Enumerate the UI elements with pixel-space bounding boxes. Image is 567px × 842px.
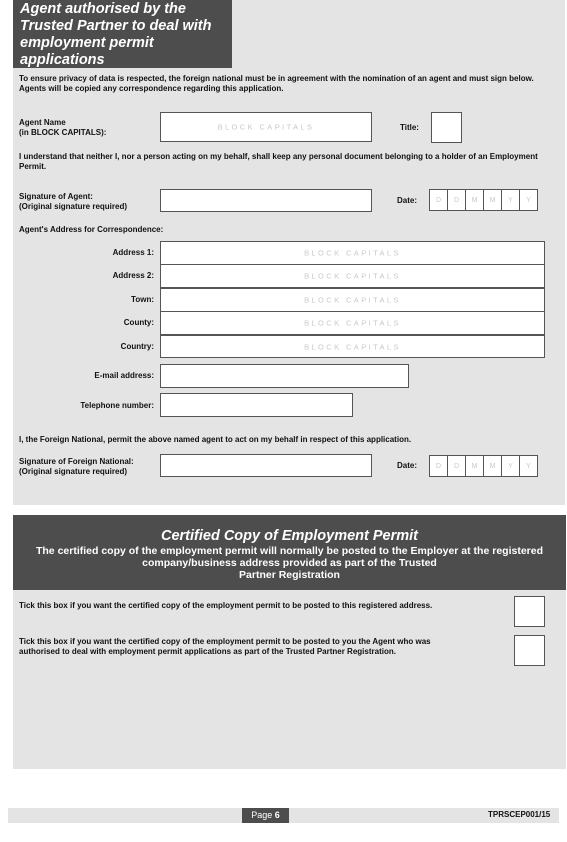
tick2-text-line1: Tick this box if you want the certified copy of the employment permit to be posted to you the Agent who was	[19, 637, 431, 646]
address1-placeholder: BLOCK CAPITALS	[304, 248, 401, 258]
country-label: Country:	[120, 342, 154, 351]
fn-date-box-y2[interactable]: Y	[519, 455, 538, 477]
certified-subtitle-line2: company/business address provided as part of the Trusted	[142, 557, 437, 569]
date-box-y2[interactable]: Y	[519, 189, 538, 211]
sig-fn-label	[19, 457, 134, 477]
town-label: Town:	[131, 295, 154, 304]
page-label: Page	[251, 810, 273, 820]
certified-subtitle-line3: Partner Registration	[239, 569, 340, 581]
address2-label: Address 2:	[112, 271, 154, 280]
country-field[interactable]	[160, 335, 545, 358]
email-field[interactable]	[160, 364, 409, 388]
county-placeholder: BLOCK CAPITALS	[304, 318, 401, 328]
fn-date-box-d1[interactable]: D	[429, 455, 448, 477]
certified-subtitle-line1: The certified copy of the employment permit will normally be posted to the Employer at the registered	[35, 545, 543, 557]
phone-label: Telephone number:	[80, 401, 154, 410]
intro-text: To ensure privacy of data is respected, the foreign national must be in agreement with the nomination of an agent and must sign below. Agents will be copied any correspondence regarding this application.	[19, 74, 534, 93]
fn-date-box-d2[interactable]: D	[447, 455, 466, 477]
sig-agent-field[interactable]	[160, 189, 372, 212]
email-label: E-mail address:	[94, 371, 154, 380]
sig-agent-label-line2: (Original signature required)	[19, 202, 128, 211]
address2-placeholder: BLOCK CAPITALS	[304, 271, 401, 281]
sig-fn-field[interactable]	[160, 454, 372, 477]
fn-date-box-m1[interactable]: M	[465, 455, 484, 477]
understand-text: I understand that neither I, nor a person acting on my behalf, shall keep any personal document belonging to a holder of an Employment Permit.	[19, 152, 538, 171]
county-label: County:	[123, 318, 154, 327]
certified-section-title: Certified Copy of Employment Permit	[160, 528, 418, 544]
agent-date-field[interactable]	[429, 189, 537, 211]
sig-fn-label-line2: (Original signature required)	[19, 467, 128, 476]
sig-agent-label	[19, 192, 127, 212]
page-number-tab	[242, 808, 289, 823]
agent-section-title	[13, 0, 232, 68]
country-placeholder: BLOCK CAPITALS	[304, 342, 401, 351]
agent-name-placeholder: BLOCK CAPITALS	[217, 122, 315, 132]
tick2-checkbox[interactable]	[514, 635, 545, 666]
permit-text: I, the Foreign National, permit the above named agent to act on my behalf in respect of this application.	[19, 435, 412, 444]
tick2-text-line2: authorised to deal with employment permit applications as part of the Trusted Partner Registration.	[19, 647, 396, 656]
certified-section-header	[13, 515, 566, 590]
fn-date-label: Date:	[397, 461, 418, 470]
page-number: 6	[274, 810, 280, 820]
town-field[interactable]	[160, 288, 545, 312]
address2-field[interactable]	[160, 264, 545, 288]
tick2-text	[19, 637, 509, 657]
title-label: Title:	[400, 123, 419, 132]
date-label: Date:	[397, 196, 418, 205]
agent-name-label-line2: (in BLOCK CAPITALS):	[19, 128, 107, 137]
form-code: TPRSCEP001/15	[488, 810, 551, 819]
agent-name-label-line1: Agent Name	[19, 118, 66, 127]
date-box-d1[interactable]: D	[429, 189, 448, 211]
agent-section-title-text: Agent authorised by the Trusted Partner to deal with employment permit applications	[20, 1, 212, 68]
date-box-d2[interactable]: D	[447, 189, 466, 211]
agent-name-label	[19, 118, 106, 138]
tick1-text: Tick this box if you want the certified copy of the employment permit to be posted to this registered address.	[19, 601, 433, 610]
date-box-m1[interactable]: M	[465, 189, 484, 211]
town-placeholder: BLOCK CAPITALS	[304, 295, 401, 305]
title-field[interactable]	[431, 112, 462, 143]
date-box-y1[interactable]: Y	[501, 189, 520, 211]
phone-field[interactable]	[160, 393, 353, 417]
agent-name-field[interactable]	[160, 112, 372, 142]
address-heading: Agent's Address for Correspondence:	[19, 225, 164, 234]
sig-fn-label-line1: Signature of Foreign National:	[19, 457, 134, 466]
fn-date-field[interactable]	[429, 455, 537, 477]
date-box-m2[interactable]: M	[483, 189, 502, 211]
county-field[interactable]	[160, 311, 545, 335]
fn-date-box-y1[interactable]: Y	[501, 455, 520, 477]
sig-agent-label-line1: Signature of Agent:	[19, 192, 93, 201]
address1-field[interactable]	[160, 241, 545, 265]
fn-date-box-m2[interactable]: M	[483, 455, 502, 477]
address1-label: Address 1:	[112, 248, 154, 257]
tick1-checkbox[interactable]	[514, 596, 545, 627]
